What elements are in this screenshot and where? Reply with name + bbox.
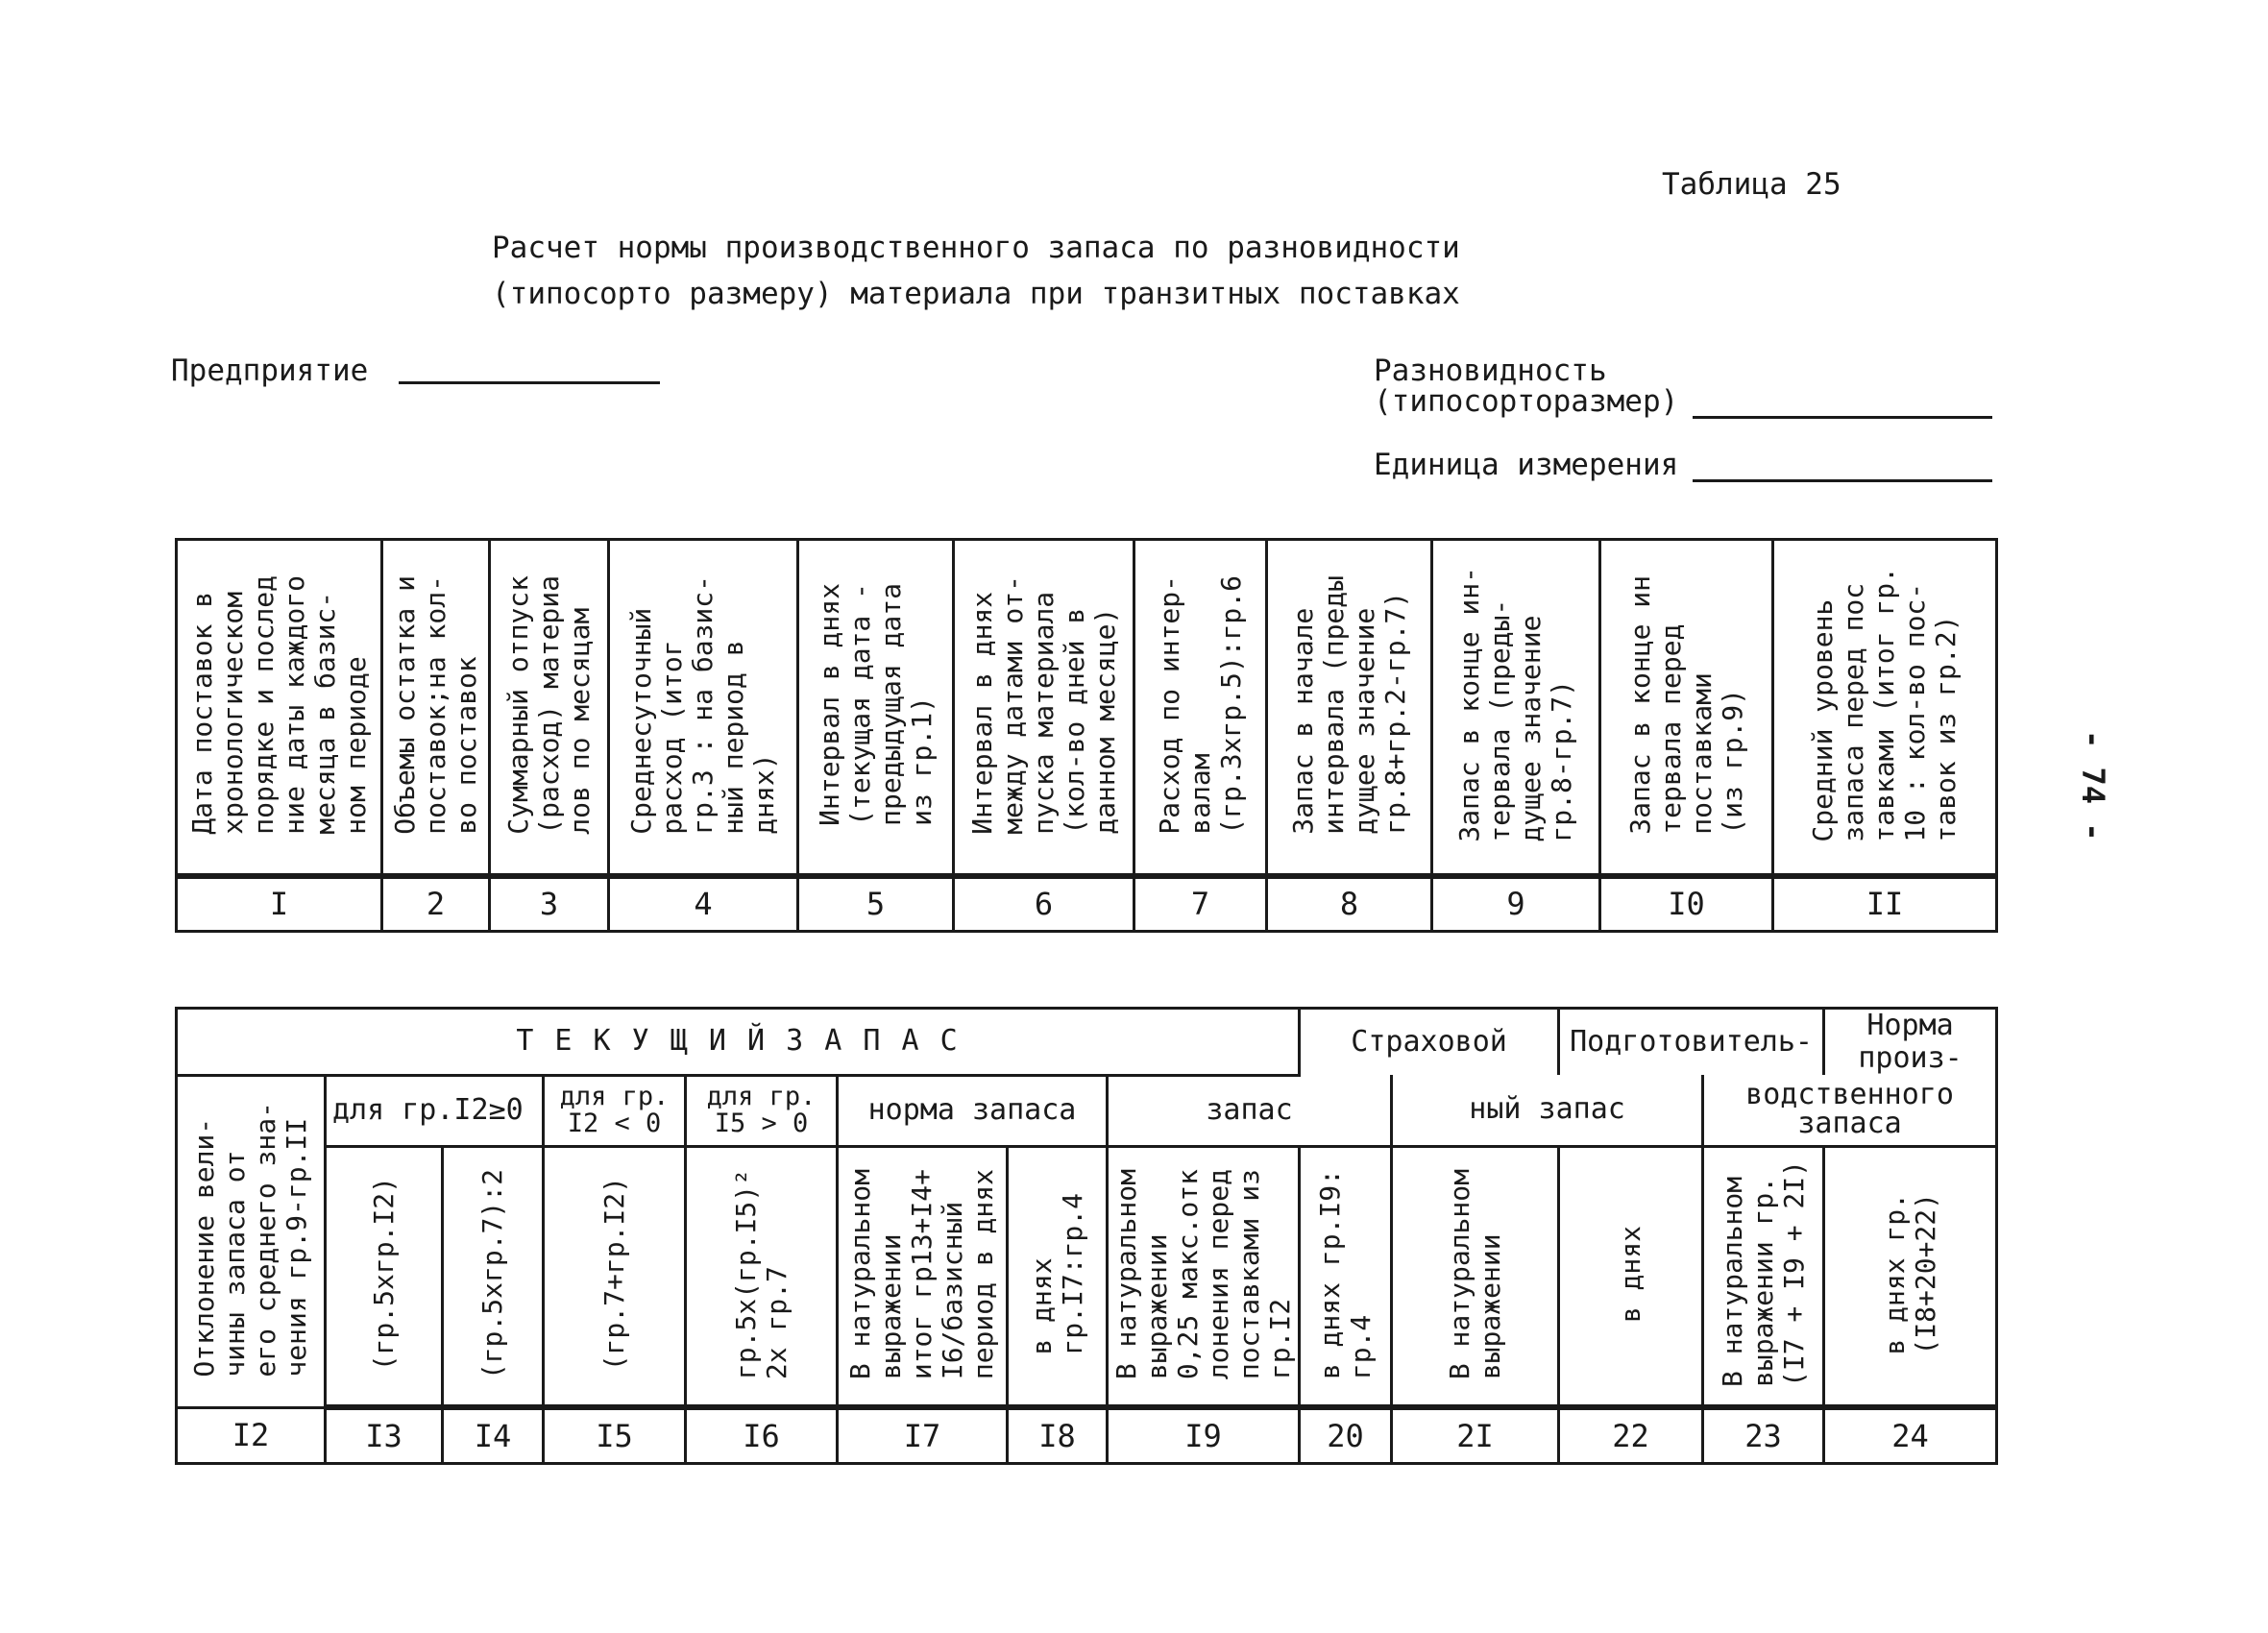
t1-header-11: Средний уровень запаса перед пос тавками (итог гр. 10 : кол-во пос- тавок из гр.2) bbox=[1773, 540, 1997, 876]
variety-field-line bbox=[1693, 416, 1992, 419]
t2-col-number: 2I bbox=[1392, 1407, 1559, 1463]
formula-gr20: в днях гр.I9: гр.4 bbox=[1300, 1146, 1392, 1407]
t1-header-6: Интервал в днях между датами от- пуска материала (кол-во дней в данном месяце) bbox=[954, 540, 1134, 876]
formula-gr19: В натуральном выражении 0,25 макс.отк лонения перед поставками из гр.I2 bbox=[1108, 1146, 1300, 1407]
formula-gr23: В натуральном выражении гр. (I7 + I9 + 2I) bbox=[1703, 1146, 1824, 1407]
norm-header-1: Норма произ- bbox=[1824, 1009, 1997, 1076]
t2-col-number: I6 bbox=[686, 1407, 838, 1463]
formula-gr16: гр.5х(гр.I5)² 2х гр.7 bbox=[686, 1146, 838, 1407]
t1-header-8: Запас в начале интервала (преды дущее значение гр.8+гр.2-гр.7) bbox=[1267, 540, 1432, 876]
page-number: - 74 - bbox=[2075, 730, 2111, 841]
t1-col-number: I0 bbox=[1600, 876, 1773, 932]
norm-stock-header: норма запаса bbox=[838, 1075, 1108, 1146]
formula-gr24: в днях гр. (I8+20+22) bbox=[1824, 1146, 1997, 1407]
enterprise-label: Предприятие bbox=[171, 353, 369, 388]
t2-col-number: I7 bbox=[838, 1407, 1008, 1463]
safety-stock-header-2: запас bbox=[1108, 1075, 1392, 1146]
formula-gr15: (гр.7+гр.I2) bbox=[544, 1146, 686, 1407]
for-gr12-lt0-header: для гр. I2 < 0 bbox=[544, 1075, 686, 1146]
t2-col-number: I8 bbox=[1008, 1407, 1108, 1463]
current-stock-header: Т Е К У Щ И Й З А П А С bbox=[177, 1009, 1300, 1076]
unit-label: Единица измерения bbox=[1374, 448, 1679, 482]
t1-col-number: 7 bbox=[1134, 876, 1267, 932]
norm-header-2: водственного запаса bbox=[1703, 1075, 1997, 1146]
deviation-header: Отклонение вели- чины запаса от его среднего зна- чения гр.9-гр.II bbox=[177, 1075, 326, 1407]
t1-header-2: Объемы остатка и поставок;на кол- во поставок bbox=[382, 540, 490, 876]
t1-col-number: 3 bbox=[490, 876, 609, 932]
formula-gr22: в днях bbox=[1559, 1146, 1703, 1407]
table-label: Таблица 25 bbox=[1662, 167, 1841, 202]
t2-col-number: I3 bbox=[326, 1407, 443, 1463]
t1-header-1: Дата поставок в хронологическом порядке и послед ние даты каждого месяца в базис- ном периоде bbox=[177, 540, 382, 876]
t2-col-number: I2 bbox=[177, 1407, 326, 1463]
formula-gr13: (гр.5хгр.I2) bbox=[326, 1146, 443, 1407]
variety-label-line-2: (типосорторазмер) bbox=[1374, 384, 1679, 419]
t1-header-9: Запас в конце ин- тервала (преды- дущее значение гр.8-гр.7) bbox=[1432, 540, 1600, 876]
t1-col-number: 8 bbox=[1267, 876, 1432, 932]
t1-col-number: 4 bbox=[609, 876, 798, 932]
title-line-1: Расчет нормы производственного запаса по разновидности bbox=[492, 231, 1460, 265]
t1-col-number: II bbox=[1773, 876, 1997, 932]
safety-stock-header-1: Страховой bbox=[1300, 1009, 1559, 1076]
unit-field-line bbox=[1693, 479, 1992, 482]
t1-col-number: 9 bbox=[1432, 876, 1600, 932]
t2-col-number: I4 bbox=[443, 1407, 544, 1463]
t2-col-number: I9 bbox=[1108, 1407, 1300, 1463]
t1-header-7: Расход по интер- валам (гр.3хгр.5):гр.6 bbox=[1134, 540, 1267, 876]
t1-col-number: 2 bbox=[382, 876, 490, 932]
t2-col-number: 23 bbox=[1703, 1407, 1824, 1463]
formula-gr14: (гр.5хгр.7):2 bbox=[443, 1146, 544, 1407]
t1-col-number: 6 bbox=[954, 876, 1134, 932]
t2-col-number: I5 bbox=[544, 1407, 686, 1463]
formula-gr21: В натуральном выражении bbox=[1392, 1146, 1559, 1407]
table-2 bbox=[175, 1007, 1998, 1465]
t1-header-4: Среднесуточный расход (итог гр.3 : на базис- ный период в днях) bbox=[609, 540, 798, 876]
t1-header-3: Суммарный отпуск (расход) материа лов по месяцам bbox=[490, 540, 609, 876]
for-gr15-gt0-header: для гр. I5 > 0 bbox=[686, 1075, 838, 1146]
t1-col-number: 5 bbox=[798, 876, 954, 932]
t2-col-number: 22 bbox=[1559, 1407, 1703, 1463]
for-gr12-ge0-header: для гр.I2≥0 bbox=[326, 1075, 544, 1146]
t1-header-10: Запас в конце ин тервала перед поставками (из гр.9) bbox=[1600, 540, 1773, 876]
prep-stock-header-2: ный запас bbox=[1392, 1075, 1703, 1146]
table-1 bbox=[175, 538, 1998, 933]
enterprise-field-line bbox=[399, 381, 660, 384]
formula-gr17: В натуральном выражении итог гр13+I4+ I6/базисный период в днях bbox=[838, 1146, 1008, 1407]
formula-gr18: в днях гр.I7:гр.4 bbox=[1008, 1146, 1108, 1407]
t2-col-number: 24 bbox=[1824, 1407, 1997, 1463]
t2-col-number: 20 bbox=[1300, 1407, 1392, 1463]
prep-stock-header-1: Подготовитель- bbox=[1559, 1009, 1824, 1076]
t1-col-number: I bbox=[177, 876, 382, 932]
variety-label-line-1: Разновидность bbox=[1374, 353, 1607, 388]
title-line-2: (типосорто размеру) материала при транзитных поставках bbox=[492, 277, 1460, 311]
t1-header-5: Интервал в днях (текущая дата - предыдущая дата из гр.1) bbox=[798, 540, 954, 876]
